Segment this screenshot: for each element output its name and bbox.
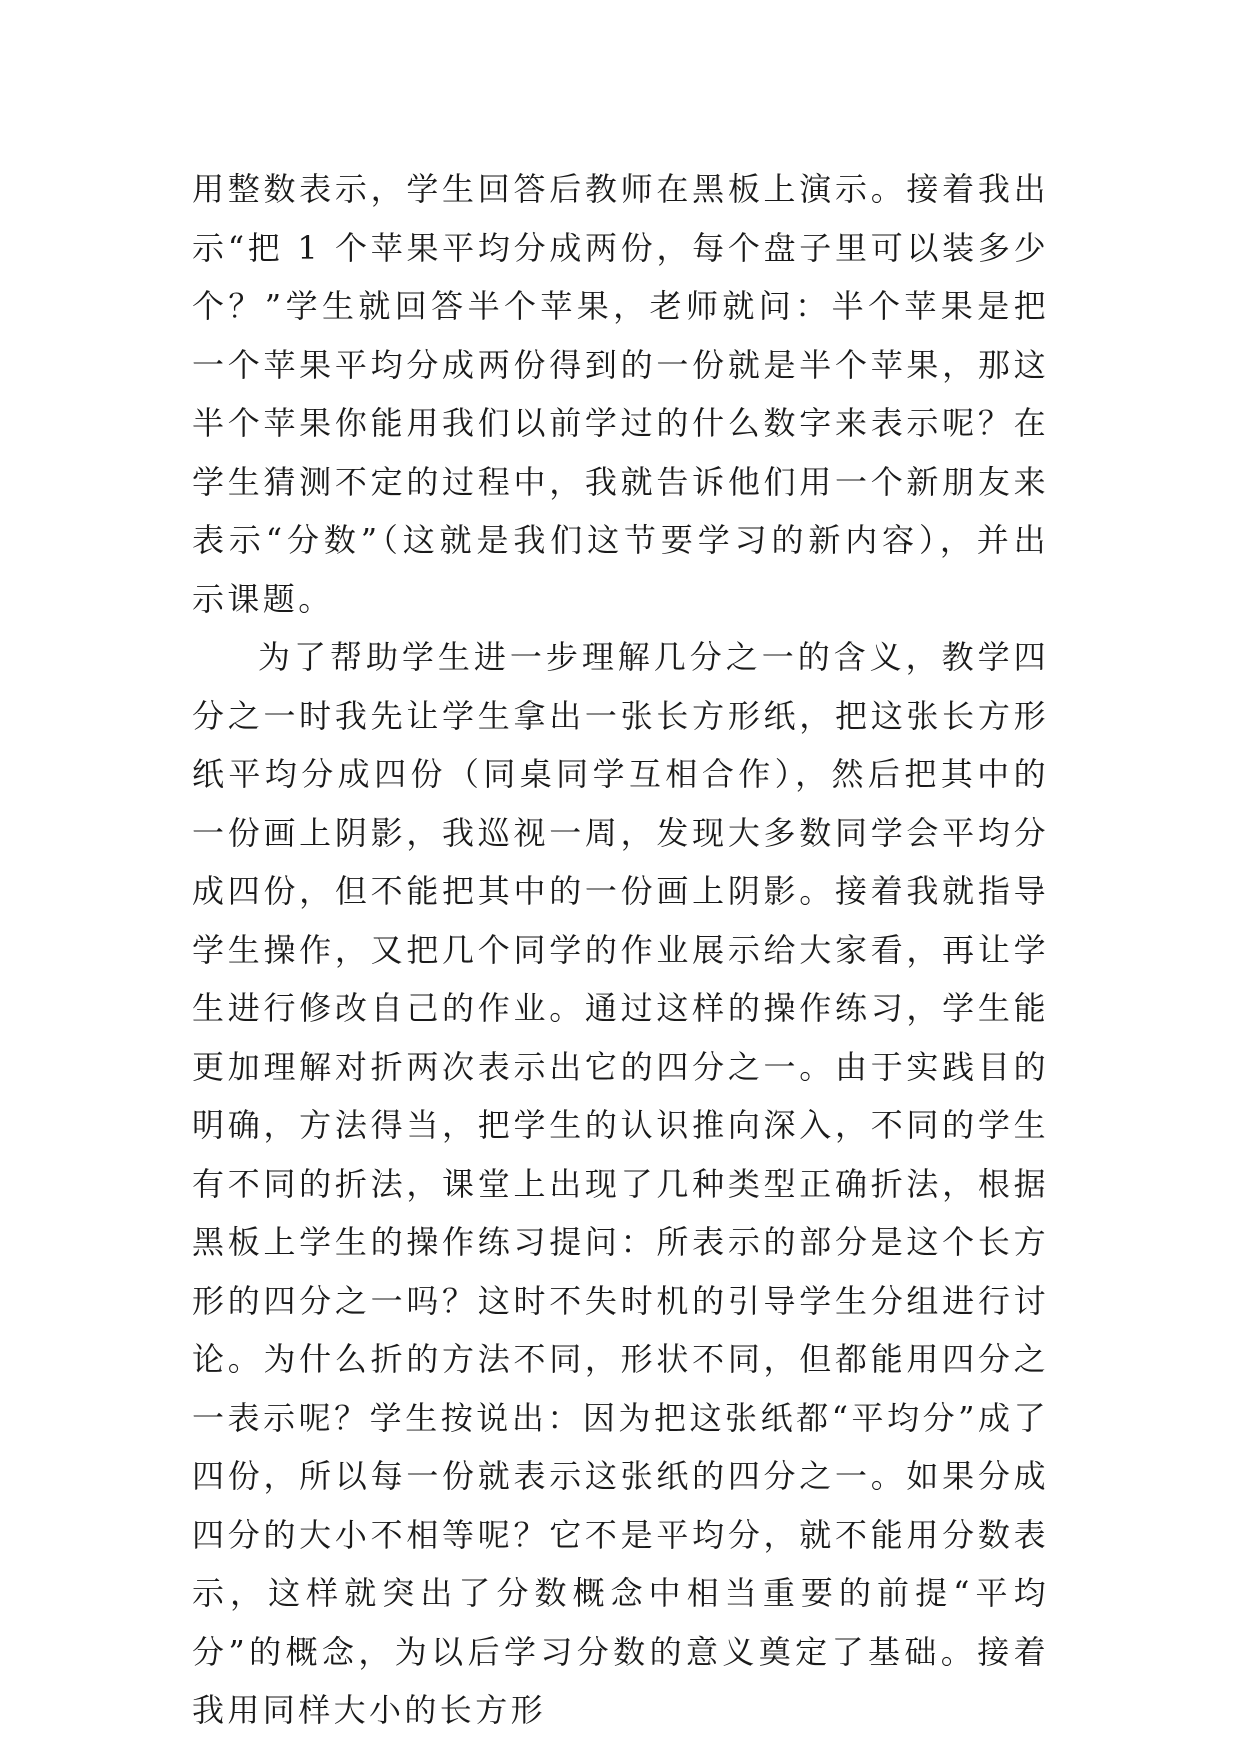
paragraph-1: 用整数表示，学生回答后教师在黑板上演示。接着我出示“把 1 个苹果平均分成两份，每个盘子里可以装多少个？”学生就回答半个苹果，老师就问：半个苹果是把一个苹果平均分成两份得到的一份就是半个苹果，那这半个苹果你能用我们以前学过的什么数字来表示呢？在学生猜测不定的过程中，我就告诉他们用一个新朋友来表示“分数”（这就是我们这节要学习的新内容），并出示课题。	[192, 170, 1049, 618]
paragraph-2: 为了帮助学生进一步理解几分之一的含义，教学四分之一时我先让学生拿出一张长方形纸，把这张长方形纸平均分成四份（同桌同学互相合作），然后把其中的一份画上阴影，我巡视一周，发现大多数同学会平均分成四份，但不能把其中的一份画上阴影。接着我就指导学生操作，又把几个同学的作业展示给大家看，再让学生进行修改自己的作业。通过这样的操作练习，学生能更加理解对折两次表示出它的四分之一。由于实践目的明确，方法得当，把学生的认识推向深入，不同的学生有不同的折法，课堂上出现了几种类型正确折法，根据黑板上学生的操作练习提问：所表示的部分是这个长方形的四分之一吗？这时不失时机的引导学生分组进行讨论。为什么折的方法不同，形状不同，但都能用四分之一表示呢？学生按说出：因为把这张纸都“平均分”成了四份，所以每一份就表示这张纸的四分之一。如果分成四分的大小不相等呢？它不是平均分，就不能用分数表示，这样就突出了分数概念中相当重要的前提“平均分”的概念，为以后学习分数的意义奠定了基础。接着我用同样大小的长方形	[192, 638, 1049, 1729]
body-text	[192, 160, 1049, 1740]
